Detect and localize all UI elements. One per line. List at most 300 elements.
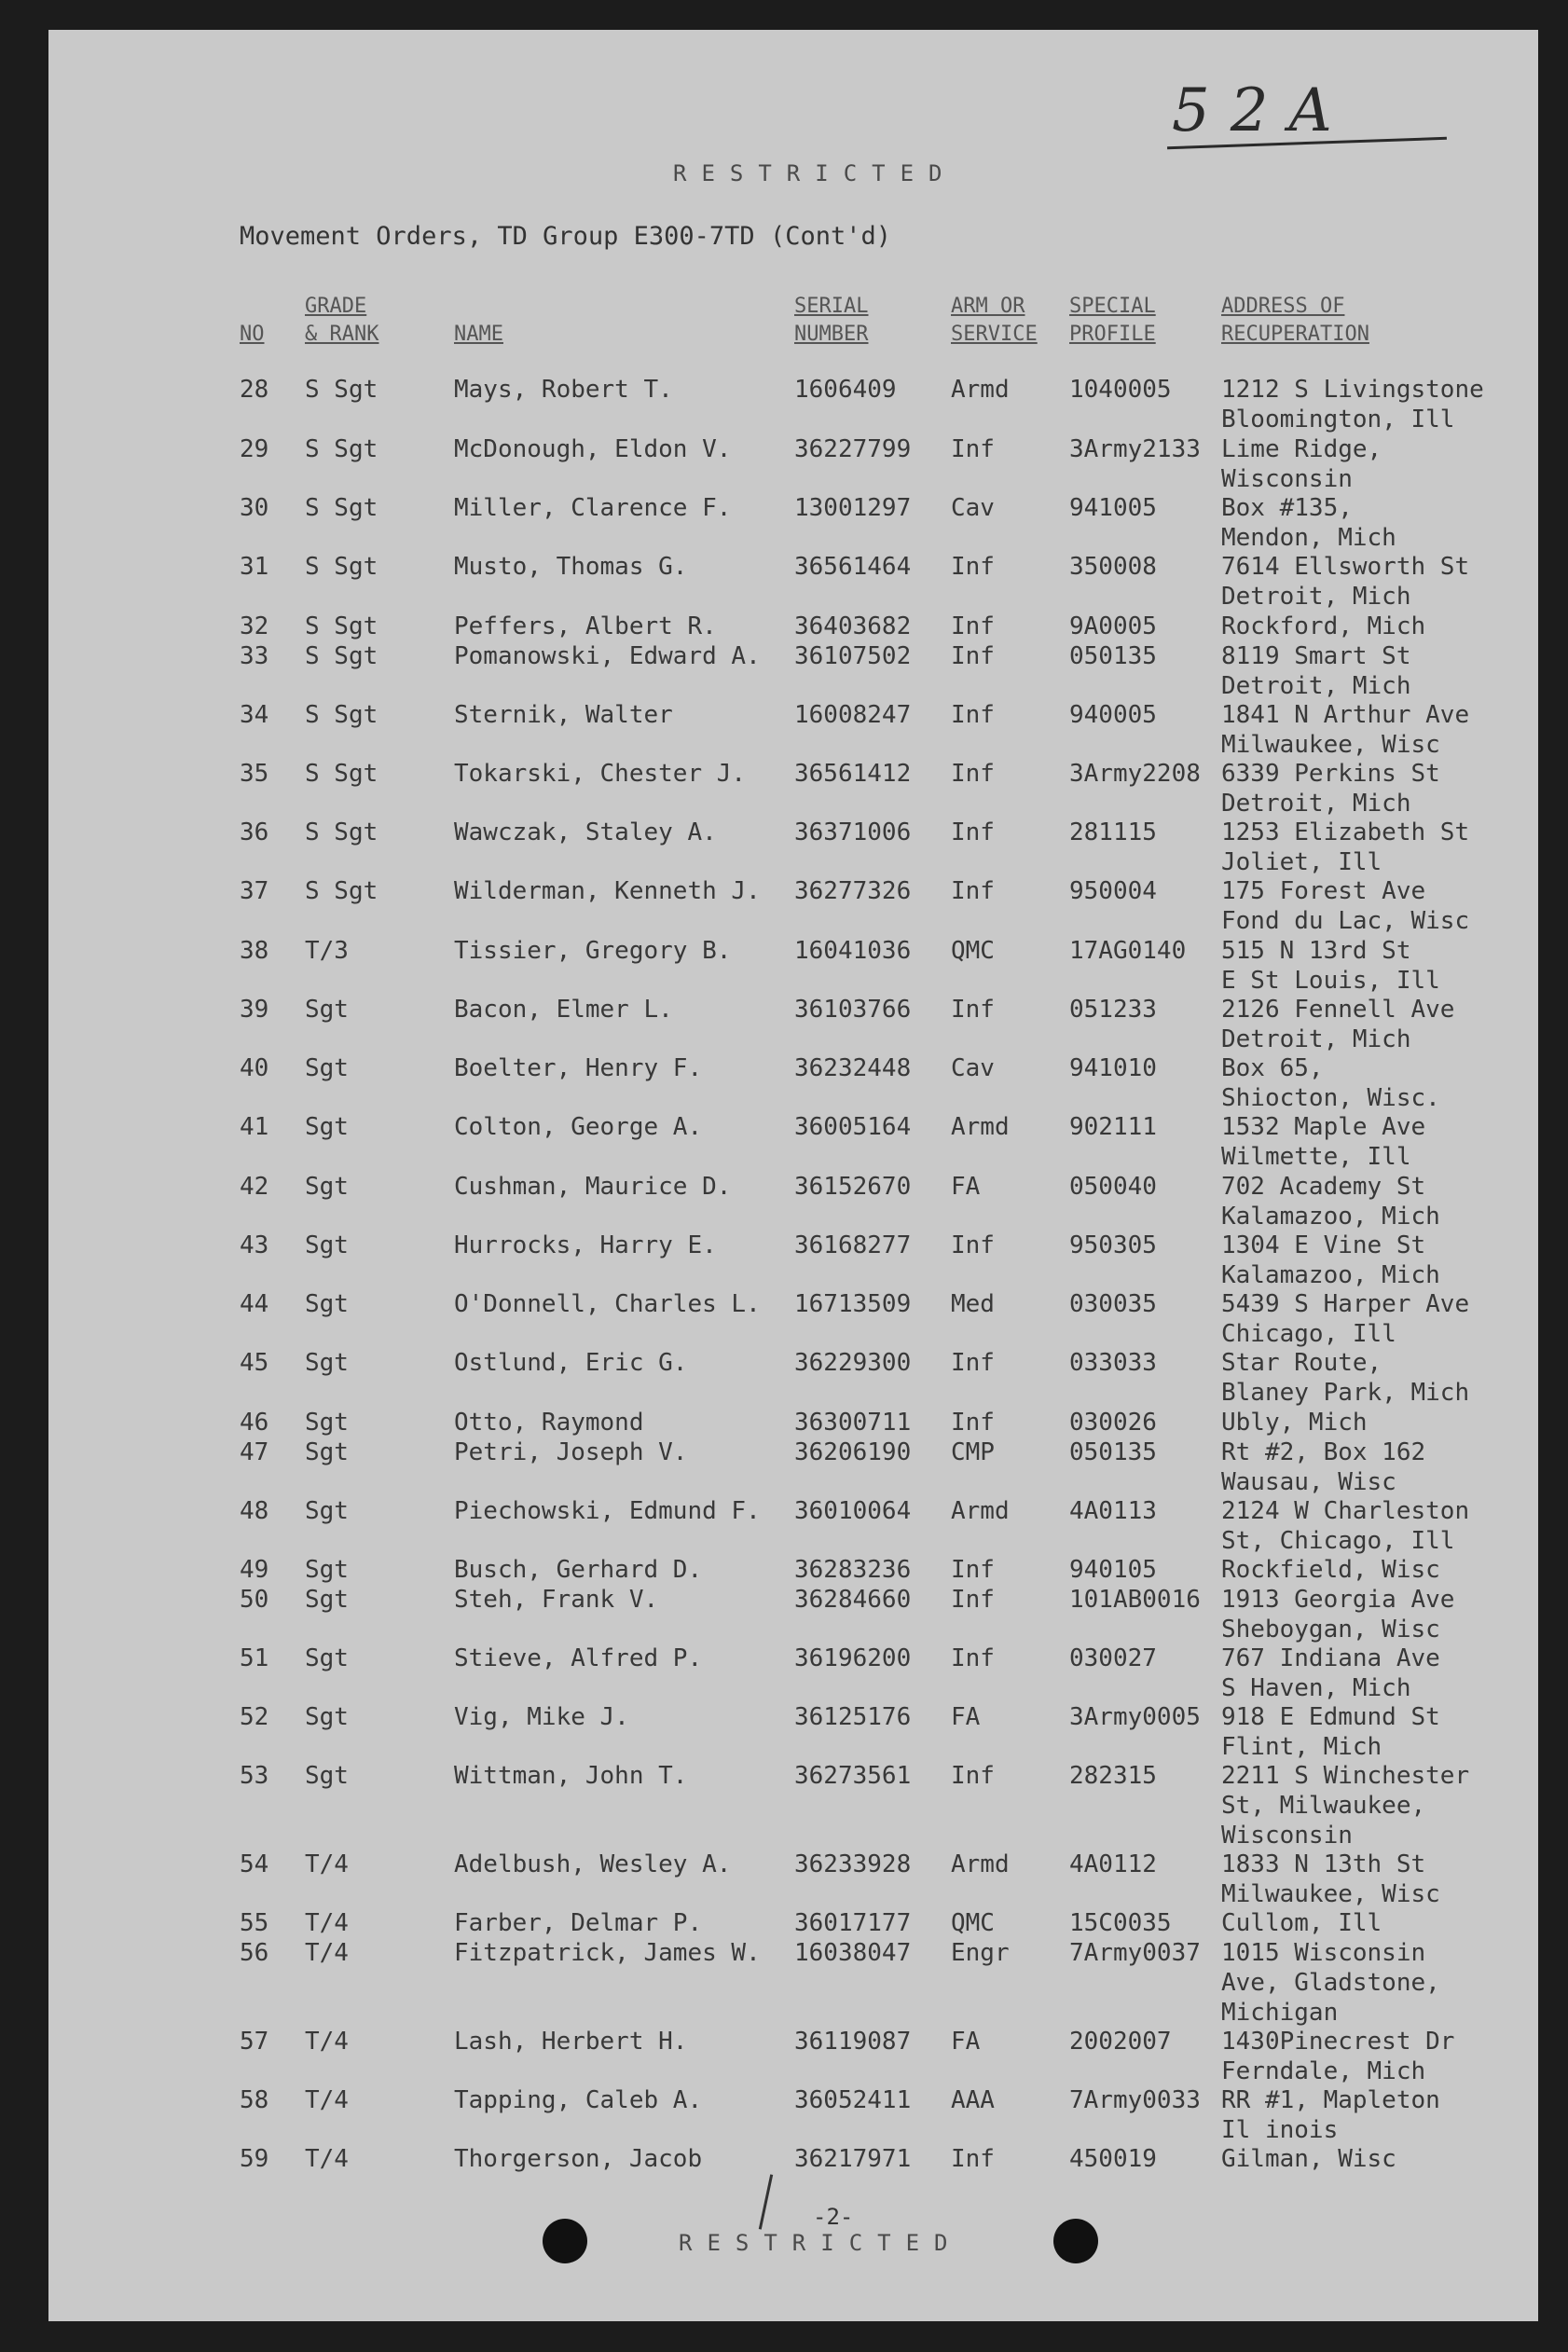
row-number: 34 (240, 701, 269, 729)
row-serial-number: 36300711 (794, 1409, 912, 1437)
table-row (48, 641, 1538, 700)
table-row (48, 1053, 1538, 1112)
row-serial-number: 36125176 (794, 1703, 912, 1731)
row-number: 49 (240, 1556, 269, 1584)
row-number: 58 (240, 2086, 269, 2114)
row-address: 1841 N Arthur Ave (1221, 701, 1470, 729)
row-address-line-2: Ave, Gladstone, (1221, 1969, 1440, 1997)
row-grade: Sgt (305, 1438, 349, 1466)
row-special-profile: 350008 (1069, 553, 1157, 581)
row-number: 42 (240, 1173, 269, 1201)
row-special-profile: 282315 (1069, 1762, 1157, 1790)
row-grade: S Sgt (305, 376, 378, 404)
row-arm-or-service: Inf (951, 1762, 995, 1790)
row-name: Wawczak, Staley A. (454, 818, 717, 846)
row-special-profile: 281115 (1069, 818, 1157, 846)
row-serial-number: 36233928 (794, 1850, 912, 1878)
row-grade: Sgt (305, 1349, 349, 1377)
table-row (48, 1702, 1538, 1761)
row-address: 702 Academy St (1221, 1173, 1426, 1201)
row-number: 33 (240, 642, 269, 670)
row-serial-number: 36217971 (794, 2145, 912, 2173)
row-address: RR #1, Mapleton (1221, 2086, 1440, 2114)
row-serial-number: 36232448 (794, 1054, 912, 1082)
row-serial-number: 13001297 (794, 494, 912, 522)
row-arm-or-service: FA (951, 2028, 981, 2056)
row-number: 53 (240, 1762, 269, 1790)
row-number: 32 (240, 612, 269, 640)
row-grade: Sgt (305, 1644, 349, 1672)
table-row (48, 759, 1538, 818)
row-arm-or-service: Med (951, 1290, 995, 1318)
row-address-line-2: Ferndale, Mich (1221, 2057, 1426, 2085)
row-arm-or-service: Engr (951, 1939, 1010, 1967)
row-arm-or-service: Inf (951, 1556, 995, 1584)
row-name: Bacon, Elmer L. (454, 996, 673, 1024)
row-address: 1833 N 13th St (1221, 1850, 1426, 1878)
row-serial-number: 36010064 (794, 1497, 912, 1525)
row-name: Otto, Raymond (454, 1409, 644, 1437)
col-header-serial-1: SERIAL (794, 295, 869, 318)
row-number: 46 (240, 1409, 269, 1437)
row-address-line-2: St, Milwaukee, (1221, 1792, 1426, 1820)
row-arm-or-service: Inf (951, 1644, 995, 1672)
row-grade: Sgt (305, 996, 349, 1024)
row-address: 2126 Fennell Ave (1221, 996, 1455, 1024)
row-name: Cushman, Maurice D. (454, 1173, 732, 1201)
row-serial-number: 36152670 (794, 1173, 912, 1201)
row-address-line-2: Flint, Mich (1221, 1733, 1382, 1761)
row-name: Steh, Frank V. (454, 1586, 659, 1614)
row-address-line-2: Detroit, Mich (1221, 672, 1411, 700)
row-address: Rockfield, Wisc (1221, 1556, 1440, 1584)
row-arm-or-service: Armd (951, 1497, 1010, 1525)
row-name: Miller, Clarence F. (454, 494, 732, 522)
col-header-no: NO (240, 323, 265, 346)
row-serial-number: 36227799 (794, 435, 912, 463)
row-number: 41 (240, 1113, 269, 1141)
row-arm-or-service: Inf (951, 818, 995, 846)
row-number: 35 (240, 760, 269, 788)
row-special-profile: 2002007 (1069, 2028, 1172, 2056)
row-name: Stieve, Alfred P. (454, 1644, 703, 1672)
table-row (48, 434, 1538, 493)
row-address: 2124 W Charleston (1221, 1497, 1470, 1525)
row-special-profile: 7Army0037 (1069, 1939, 1201, 1967)
row-arm-or-service: FA (951, 1703, 981, 1731)
row-arm-or-service: Inf (951, 701, 995, 729)
row-grade: S Sgt (305, 494, 378, 522)
row-address-line-2: Wilmette, Ill (1221, 1143, 1411, 1171)
table-row (48, 995, 1538, 1051)
table-row (48, 876, 1538, 935)
row-number: 29 (240, 435, 269, 463)
row-serial-number: 1606409 (794, 376, 897, 404)
row-name: Wilderman, Kenneth J. (454, 877, 761, 905)
row-address: Box 65, (1221, 1054, 1324, 1082)
row-special-profile: 940005 (1069, 701, 1157, 729)
row-address-line-2: Blaney Park, Mich (1221, 1379, 1470, 1407)
row-name: Vig, Mike J. (454, 1703, 629, 1731)
row-address: 7614 Ellsworth St (1221, 553, 1470, 581)
row-grade: T/4 (305, 1909, 349, 1937)
row-name: Musto, Thomas G. (454, 553, 688, 581)
row-number: 59 (240, 2145, 269, 2173)
row-address: Box #135, (1221, 494, 1353, 522)
row-arm-or-service: Inf (951, 642, 995, 670)
row-address-line-2: Chicago, Ill (1221, 1320, 1396, 1348)
row-arm-or-service: FA (951, 1173, 981, 1201)
row-grade: Sgt (305, 1173, 349, 1201)
row-serial-number: 36273561 (794, 1762, 912, 1790)
row-serial-number: 36168277 (794, 1231, 912, 1259)
row-grade: Sgt (305, 1231, 349, 1259)
row-name: Piechowski, Edmund F. (454, 1497, 761, 1525)
row-address-line-2: Shiocton, Wisc. (1221, 1084, 1440, 1112)
row-serial-number: 36107502 (794, 642, 912, 670)
row-address-line-2: Milwaukee, Wisc (1221, 731, 1440, 759)
page-number: -2- (813, 2204, 854, 2230)
row-arm-or-service: Inf (951, 996, 995, 1024)
row-name: Farber, Delmar P. (454, 1909, 703, 1937)
row-address: 1532 Maple Ave (1221, 1113, 1426, 1141)
row-address-line-2: Mendon, Mich (1221, 524, 1396, 552)
row-arm-or-service: Inf (951, 1231, 995, 1259)
row-grade: Sgt (305, 1054, 349, 1082)
row-arm-or-service: Inf (951, 760, 995, 788)
table-row (48, 700, 1538, 759)
row-address: Rt #2, Box 162 (1221, 1438, 1426, 1466)
row-name: Peffers, Albert R. (454, 612, 717, 640)
row-serial-number: 36277326 (794, 877, 912, 905)
row-special-profile: 4A0112 (1069, 1850, 1157, 1878)
row-name: Busch, Gerhard D. (454, 1556, 703, 1584)
row-address-line-2: Wisconsin (1221, 465, 1353, 493)
row-serial-number: 16041036 (794, 937, 912, 965)
row-name: Adelbush, Wesley A. (454, 1850, 732, 1878)
table-row (48, 1496, 1538, 1555)
row-arm-or-service: Inf (951, 612, 995, 640)
row-special-profile: 17AG0140 (1069, 937, 1187, 965)
row-address: 767 Indiana Ave (1221, 1644, 1440, 1672)
row-special-profile: 030027 (1069, 1644, 1157, 1672)
restricted-header: RESTRICTED (673, 160, 957, 186)
row-number: 30 (240, 494, 269, 522)
row-grade: T/4 (305, 1939, 349, 1967)
row-special-profile: 050135 (1069, 642, 1157, 670)
row-special-profile: 450019 (1069, 2145, 1157, 2173)
row-serial-number: 36017177 (794, 1909, 912, 1937)
row-arm-or-service: Inf (951, 877, 995, 905)
table-row (48, 818, 1538, 876)
row-grade: Sgt (305, 1409, 349, 1437)
row-address: 2211 S Winchester (1221, 1762, 1470, 1790)
row-special-profile: 051233 (1069, 996, 1157, 1024)
row-serial-number: 36103766 (794, 996, 912, 1024)
row-arm-or-service: Inf (951, 553, 995, 581)
row-address-line-2: Il inois (1221, 2116, 1339, 2144)
row-grade: Sgt (305, 1556, 349, 1584)
row-arm-or-service: Inf (951, 2145, 995, 2173)
row-grade: S Sgt (305, 877, 378, 905)
table-row (48, 1437, 1538, 1496)
row-serial-number: 16008247 (794, 701, 912, 729)
row-grade: S Sgt (305, 553, 378, 581)
row-special-profile: 033033 (1069, 1349, 1157, 1377)
row-number: 37 (240, 877, 269, 905)
row-arm-or-service: AAA (951, 2086, 995, 2114)
row-special-profile: 030026 (1069, 1409, 1157, 1437)
row-special-profile: 9A0005 (1069, 612, 1157, 640)
row-grade: Sgt (305, 1113, 349, 1141)
table-row (48, 1761, 1538, 1850)
row-grade: T/4 (305, 2086, 349, 2114)
row-serial-number: 36561412 (794, 760, 912, 788)
col-header-profile-1: SPECIAL (1069, 295, 1156, 318)
row-name: O'Donnell, Charles L. (454, 1290, 761, 1318)
document-title: Movement Orders, TD Group E300-7TD (Cont'd) (240, 222, 891, 251)
row-address: 1913 Georgia Ave (1221, 1586, 1455, 1614)
row-name: Wittman, John T. (454, 1762, 688, 1790)
row-grade: T/4 (305, 1850, 349, 1878)
row-address: 6339 Perkins St (1221, 760, 1440, 788)
row-name: Tokarski, Chester J. (454, 760, 747, 788)
row-address-line-2: Bloomington, Ill (1221, 406, 1455, 433)
row-grade: S Sgt (305, 612, 378, 640)
row-name: Ostlund, Eric G. (454, 1349, 688, 1377)
row-special-profile: 3Army2133 (1069, 435, 1201, 463)
row-number: 51 (240, 1644, 269, 1672)
row-name: Mays, Robert T. (454, 376, 673, 404)
row-address-line-2: Joliet, Ill (1221, 848, 1382, 876)
table-row (48, 552, 1538, 611)
row-number: 31 (240, 553, 269, 581)
row-grade: S Sgt (305, 642, 378, 670)
row-serial-number: 36119087 (794, 2028, 912, 2056)
row-address: Lime Ridge, (1221, 435, 1382, 463)
row-special-profile: 4A0113 (1069, 1497, 1157, 1525)
col-header-grade-2: & RANK (305, 323, 379, 346)
table-row (48, 1938, 1538, 2027)
row-special-profile: 1040005 (1069, 376, 1172, 404)
col-header-grade-1: GRADE (305, 295, 367, 318)
row-arm-or-service: QMC (951, 937, 995, 965)
row-number: 39 (240, 996, 269, 1024)
table-row (48, 1644, 1538, 1702)
row-number: 48 (240, 1497, 269, 1525)
col-header-address-2: RECUPERATION (1221, 323, 1369, 346)
row-special-profile: 7Army0033 (1069, 2086, 1201, 2114)
row-special-profile: 941010 (1069, 1054, 1157, 1082)
table-row (48, 1850, 1538, 1908)
row-name: Petri, Joseph V. (454, 1438, 688, 1466)
row-serial-number: 36371006 (794, 818, 912, 846)
row-number: 47 (240, 1438, 269, 1466)
row-grade: T/4 (305, 2145, 349, 2173)
table-row (48, 1172, 1538, 1231)
row-special-profile: 902111 (1069, 1113, 1157, 1141)
row-name: Hurrocks, Harry E. (454, 1231, 717, 1259)
col-header-address-1: ADDRESS OF (1221, 295, 1345, 318)
row-special-profile: 050040 (1069, 1173, 1157, 1201)
row-serial-number: 36284660 (794, 1586, 912, 1614)
row-name: Fitzpatrick, James W. (454, 1939, 761, 1967)
handwritten-note: 52A (1172, 76, 1353, 145)
row-number: 38 (240, 937, 269, 965)
row-number: 36 (240, 818, 269, 846)
row-grade: S Sgt (305, 701, 378, 729)
row-number: 56 (240, 1939, 269, 1967)
row-serial-number: 36283236 (794, 1556, 912, 1584)
row-number: 44 (240, 1290, 269, 1318)
row-special-profile: 3Army2208 (1069, 760, 1201, 788)
row-arm-or-service: Armd (951, 1850, 1010, 1878)
row-number: 52 (240, 1703, 269, 1731)
row-number: 57 (240, 2028, 269, 2056)
row-special-profile: 950004 (1069, 877, 1157, 905)
row-serial-number: 16713509 (794, 1290, 912, 1318)
row-address: Star Route, (1221, 1349, 1382, 1377)
row-number: 43 (240, 1231, 269, 1259)
row-number: 40 (240, 1054, 269, 1082)
row-serial-number: 36005164 (794, 1113, 912, 1141)
row-special-profile: 030035 (1069, 1290, 1157, 1318)
col-header-serial-2: NUMBER (794, 323, 869, 346)
row-special-profile: 3Army0005 (1069, 1703, 1201, 1731)
row-number: 54 (240, 1850, 269, 1878)
row-address-line-3: Wisconsin (1221, 1822, 1353, 1850)
row-special-profile: 050135 (1069, 1438, 1157, 1466)
restricted-footer: RESTRICTED (679, 2230, 963, 2256)
row-grade: Sgt (305, 1762, 349, 1790)
table-row (48, 2085, 1538, 2144)
row-address-line-2: S Haven, Mich (1221, 1674, 1411, 1702)
row-special-profile: 950305 (1069, 1231, 1157, 1259)
row-address: Ubly, Mich (1221, 1409, 1368, 1437)
row-address-line-2: Detroit, Mich (1221, 583, 1411, 611)
col-header-profile-2: PROFILE (1069, 323, 1156, 346)
row-name: McDonough, Eldon V. (454, 435, 732, 463)
row-address: Rockford, Mich (1221, 612, 1426, 640)
row-address-line-2: Kalamazoo, Mich (1221, 1203, 1440, 1231)
row-arm-or-service: QMC (951, 1909, 995, 1937)
row-grade: Sgt (305, 1497, 349, 1525)
row-name: Boelter, Henry F. (454, 1054, 703, 1082)
row-arm-or-service: Inf (951, 435, 995, 463)
row-number: 28 (240, 376, 269, 404)
table-row (48, 936, 1538, 995)
row-address: 8119 Smart St (1221, 642, 1411, 670)
table-row (48, 375, 1538, 431)
row-special-profile: 101AB0016 (1069, 1586, 1201, 1614)
row-address: 1212 S Livingstone (1221, 376, 1484, 404)
row-special-profile: 15C0035 (1069, 1909, 1172, 1937)
row-address-line-2: Milwaukee, Wisc (1221, 1880, 1440, 1908)
row-number: 55 (240, 1909, 269, 1937)
row-arm-or-service: Inf (951, 1409, 995, 1437)
row-address: Cullom, Ill (1221, 1909, 1382, 1937)
row-arm-or-service: Armd (951, 376, 1010, 404)
row-special-profile: 941005 (1069, 494, 1157, 522)
row-address: 918 E Edmund St (1221, 1703, 1440, 1731)
row-grade: Sgt (305, 1703, 349, 1731)
row-serial-number: 36403682 (794, 612, 912, 640)
row-arm-or-service: Armd (951, 1113, 1010, 1141)
table-row (48, 1112, 1538, 1171)
table-row (48, 2144, 1538, 2200)
punch-hole (543, 2219, 587, 2263)
table-row (48, 1231, 1538, 1289)
row-address-line-2: Detroit, Mich (1221, 1025, 1411, 1053)
row-address: 1253 Elizabeth St (1221, 818, 1470, 846)
row-address: 5439 S Harper Ave (1221, 1290, 1470, 1318)
row-number: 45 (240, 1349, 269, 1377)
row-address: 1430Pinecrest Dr (1221, 2028, 1455, 2056)
document-page (48, 30, 1538, 2321)
row-name: Thorgerson, Jacob (454, 2145, 703, 2173)
row-address-line-2: Wausau, Wisc (1221, 1468, 1396, 1496)
col-header-arm-1: ARM OR (951, 295, 1025, 318)
row-arm-or-service: Cav (951, 1054, 995, 1082)
row-grade: Sgt (305, 1586, 349, 1614)
row-name: Sternik, Walter (454, 701, 673, 729)
row-grade: Sgt (305, 1290, 349, 1318)
row-name: Colton, George A. (454, 1113, 703, 1141)
row-serial-number: 36229300 (794, 1349, 912, 1377)
row-address-line-3: Michigan (1221, 1999, 1339, 2027)
row-grade: T/4 (305, 2028, 349, 2056)
row-address: 1015 Wisconsin (1221, 1939, 1426, 1967)
row-arm-or-service: Inf (951, 1586, 995, 1614)
row-serial-number: 36206190 (794, 1438, 912, 1466)
row-name: Tapping, Caleb A. (454, 2086, 703, 2114)
row-arm-or-service: CMP (951, 1438, 995, 1466)
row-address-line-2: St, Chicago, Ill (1221, 1527, 1455, 1555)
table-row (48, 493, 1538, 552)
table-row (48, 2027, 1538, 2083)
row-grade: S Sgt (305, 760, 378, 788)
row-address-line-2: Sheboygan, Wisc (1221, 1616, 1440, 1644)
row-address: Gilman, Wisc (1221, 2145, 1396, 2173)
row-address-line-2: Kalamazoo, Mich (1221, 1261, 1440, 1289)
row-special-profile: 940105 (1069, 1556, 1157, 1584)
row-number: 50 (240, 1586, 269, 1614)
col-header-name: NAME (454, 323, 503, 346)
row-address-line-2: Fond du Lac, Wisc (1221, 907, 1470, 935)
row-address: 1304 E Vine St (1221, 1231, 1426, 1259)
row-address: 175 Forest Ave (1221, 877, 1426, 905)
punch-hole (1053, 2219, 1098, 2263)
row-name: Pomanowski, Edward A. (454, 642, 761, 670)
row-name: Tissier, Gregory B. (454, 937, 732, 965)
row-address-line-2: Detroit, Mich (1221, 790, 1411, 818)
row-arm-or-service: Cav (951, 494, 995, 522)
row-serial-number: 36052411 (794, 2086, 912, 2114)
row-address-line-2: E St Louis, Ill (1221, 967, 1440, 995)
table-row (48, 1585, 1538, 1644)
row-serial-number: 16038047 (794, 1939, 912, 1967)
col-header-arm-2: SERVICE (951, 323, 1038, 346)
row-name: Lash, Herbert H. (454, 2028, 688, 2056)
table-row (48, 1289, 1538, 1348)
row-grade: S Sgt (305, 818, 378, 846)
table-row (48, 1348, 1538, 1407)
row-grade: S Sgt (305, 435, 378, 463)
row-serial-number: 36196200 (794, 1644, 912, 1672)
row-grade: T/3 (305, 937, 349, 965)
row-serial-number: 36561464 (794, 553, 912, 581)
row-address: 515 N 13rd St (1221, 937, 1411, 965)
